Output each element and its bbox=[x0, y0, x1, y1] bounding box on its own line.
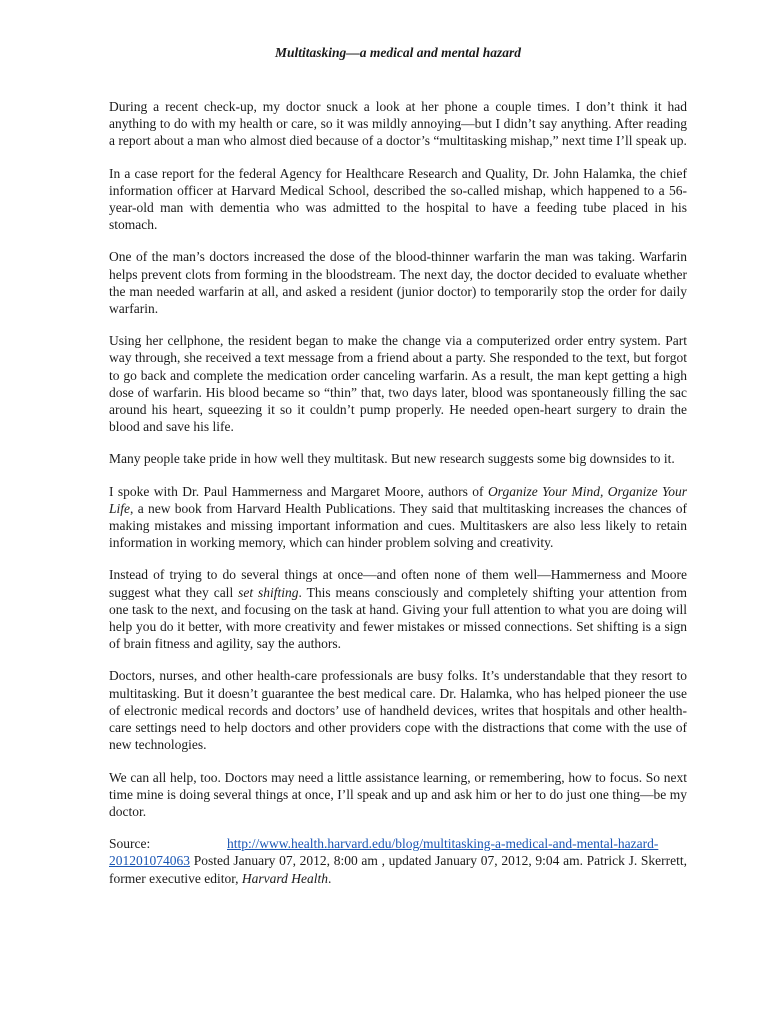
paragraph-3: One of the man’s doctors increased the dose of the blood-thinner warfarin the man was taking. Warfarin helps prevent clots from forming in the bloodstream. The next day, the doctor decided to evaluate whether the man needed warfarin at all, and asked a resident (junior doctor) to temporarily stop the order for daily warfarin. bbox=[109, 249, 687, 317]
source-link[interactable]: http://www.health.harvard.edu/blog/multitasking-a-medical-and-mental-hazard-201201074063 bbox=[109, 836, 659, 869]
paragraph-6 bbox=[109, 483, 687, 552]
paragraph-9: We can all help, too. Doctors may need a little assistance learning, or remembering, how to focus. So next time mine is doing several things at once, I’ll speak and up and ask him or her to do just one thing—be my doctor. bbox=[109, 769, 687, 819]
paragraph-1: During a recent check-up, my doctor snuck a look at her phone a couple times. I don’t think it had anything to do with my health or care, so it was mildly annoying—but I didn’t say anything. After reading a report about a man who almost died because of a doctor’s “multitasking mishap,” next time I’ll speak up. bbox=[109, 99, 687, 149]
set-shifting-term: set shifting bbox=[238, 584, 299, 600]
source-end: . bbox=[328, 870, 332, 886]
source-citation bbox=[109, 835, 687, 887]
paragraph-6-text-start: I spoke with Dr. Paul Hammerness and Margaret Moore, authors of bbox=[109, 483, 488, 499]
paragraph-7 bbox=[109, 566, 687, 652]
book-title: Organize Your Mind, Organize Your Life bbox=[109, 483, 687, 516]
document-page bbox=[109, 0, 687, 887]
source-label: Source: bbox=[109, 836, 151, 852]
paragraph-2: In a case report for the federal Agency for Healthcare Research and Quality, Dr. John Halamka, the chief information officer at Harvard Medical School, described the so-called mishap, which happened to a 56-year-old man with dementia who was admitted to the hospital to have a feeding tube placed in his stomach. bbox=[109, 165, 687, 233]
paragraph-5: Many people take pride in how well they multitask. But new research suggests some big downsides to it. bbox=[109, 451, 675, 467]
paragraph-4: Using her cellphone, the resident began to make the change via a computerized order entry system. Part way through, she received a text message from a friend about a party. She responded to the text, but forgot to go back and complete the medication order canceling warfarin. As a result, the man kept getting a high dose of warfarin. His blood became so “thin” that, two days later, blood was spontaneously filling the sac around his heart, squeezing it so it couldn’t pump properly. He needed open-heart surgery to drain the blood and save his life. bbox=[109, 333, 687, 435]
article-title: Multitasking—a medical and mental hazard bbox=[274, 45, 522, 60]
paragraph-7-text-end: . This means consciously and completely shifting your attention from one task to the next, and focusing on the task at hand. Giving your full attention to what you are doing will help you do it better, with more creativity and fewer mistakes or missed connections. Set shifting is a sign of brain fitness and agility, say the authors. bbox=[109, 584, 687, 652]
paragraph-8: Doctors, nurses, and other health-care professionals are busy folks. It’s understandable that they resort to multitasking. But it doesn’t guarantee the best medical care. Dr. Halamka, who has helped pioneer the use of electronic medical records and doctors’ use of handheld devices, writes that hospitals and other health-care settings need to help doctors and other providers cope with the distractions that come with the use of new technologies. bbox=[109, 668, 687, 753]
source-details: Posted January 07, 2012, 8:00 am , updated January 07, 2012, 9:04 am. Patrick J. Skerrett, former executive editor, bbox=[109, 853, 687, 886]
paragraph-6-text-end: , a new book from Harvard Health Publications. They said that multitasking increases the chances of making mistakes and missing important information and cues. Multitaskers are also less likely to retain information in working memory, which can hinder problem solving and creativity. bbox=[109, 500, 687, 551]
article-body bbox=[109, 98, 687, 887]
source-publication: Harvard Health bbox=[241, 870, 329, 886]
paragraph-7-text-start: Instead of trying to do several things at once—and often none of them well—Hammerness and Moore suggest what they call bbox=[109, 567, 687, 600]
